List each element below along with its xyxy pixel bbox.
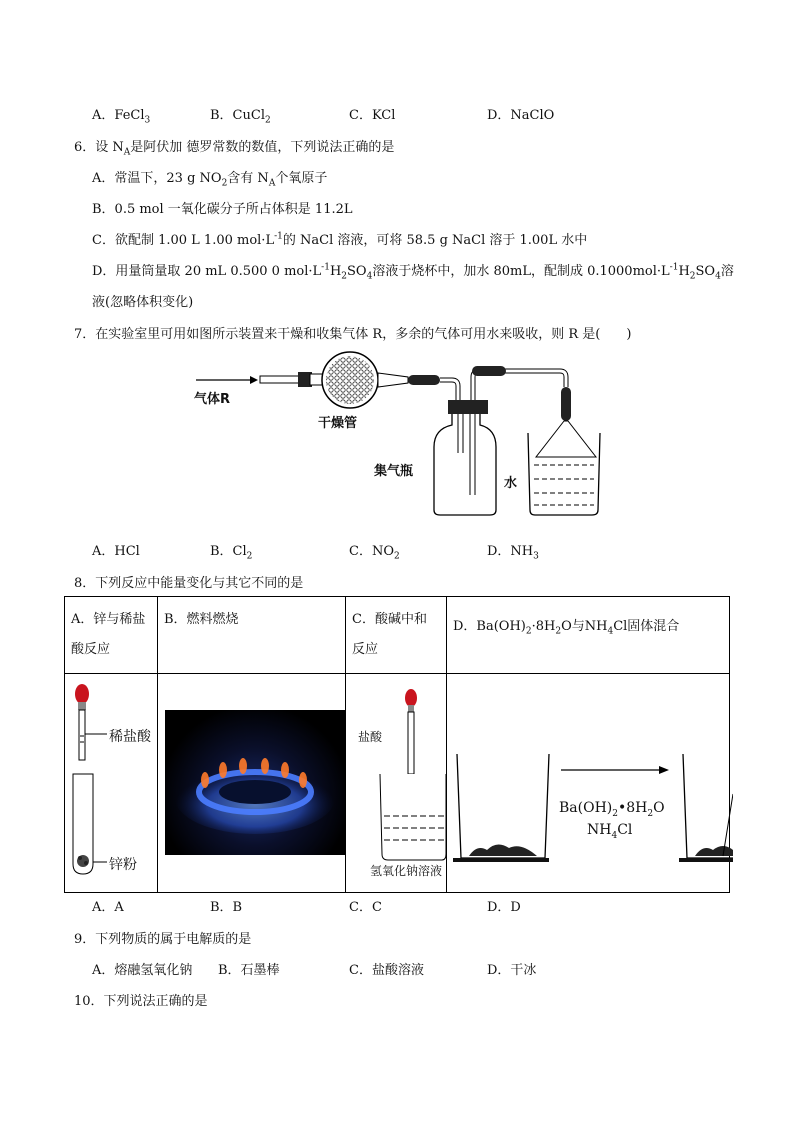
q5-options [92, 104, 732, 124]
q9-option-b: B．石墨棒 [218, 963, 280, 978]
q10-stem: 10．下列说法正确的是 [74, 994, 208, 1009]
q8-option-a: A．A [92, 900, 124, 915]
q8-header-c: C．酸碱中和反应 [346, 597, 447, 674]
q7-label-dryer: 干燥管 [318, 416, 358, 431]
q7-label-water: 水 [504, 476, 518, 491]
q6-option-d-line2: 液(忽略体积变化) [92, 295, 194, 310]
q5-option-b: B．CuCl$_2$ [210, 108, 271, 126]
q8-header-d: D．$Ba(OH)_2\cdot 8H_2O$与$NH_4Cl$固体混合 [447, 597, 730, 674]
q8-d-label-baoh2: $Ba(OH)_2•8H_2O$ [559, 800, 665, 819]
q6-option-a: A．常温下，23 g $NO_2$含有 $N_A$个氧原子 [92, 171, 328, 189]
q8-figure-b [158, 674, 346, 893]
q8-header-b: B．燃料燃烧 [158, 597, 346, 674]
q6-option-c: C．欲配制 1.00 L 1.00 $mol\cdot L^{-1}$的 NaCl 溶液，可将 58.5 g NaCl 溶于 1.00L 水中 [92, 231, 588, 248]
q8-header-a: A．锌与稀盐酸反应 [65, 597, 158, 674]
q6-option-b: B．0.5 mol 一氧化碳分子所占体积是 11.2L [92, 202, 353, 217]
q8-stem: 8．下列反应中能量变化与其它不同的是 [74, 576, 304, 591]
q7-label-bottle: 集气瓶 [374, 464, 414, 479]
q5-option-a: A．FeCl$_3$ [92, 108, 151, 126]
q7-option-d: D．$NH_3$ [487, 544, 539, 562]
q6-stem: 6．设 $N_A$是阿伏加 德罗常数的数值，下列说法正确的是 [74, 140, 395, 158]
q7-apparatus-figure [190, 345, 610, 525]
q5-option-c: C．KCl [349, 108, 396, 123]
q8-figure-d [447, 674, 730, 893]
q8-a-label-zinc: 锌粉 [109, 857, 137, 873]
q5-option-d: D．NaClO [487, 108, 555, 123]
q8-option-b: B．B [210, 900, 243, 915]
q8-c-label-acid: 盐酸 [358, 730, 383, 744]
q8-c-label-base: 氢氧化钠溶液 [370, 864, 443, 878]
q8-a-label-acid: 稀盐酸 [109, 729, 151, 745]
q7-option-c: C．$NO_2$ [349, 544, 400, 562]
q8-options [92, 896, 732, 916]
q6-option-d: D．用量筒量取 20 mL 0.500 0 $mol\cdot L^{-1}H_2SO_4$溶液于烧杯中，加水 80mL，配制成 $0.1000mol\cdot L^{-1}H_2SO_4$溶 [92, 262, 734, 282]
q8-d-label-nh4cl: $NH_4Cl$ [587, 822, 633, 841]
q9-option-d: D．干冰 [487, 963, 537, 978]
q9-stem: 9．下列物质的属于电解质的是 [74, 932, 252, 947]
q8-figure-a [65, 674, 158, 893]
q8-table [64, 596, 730, 893]
q7-options [92, 540, 732, 560]
q9-option-c: C．盐酸溶液 [349, 963, 424, 978]
q9-options [92, 959, 732, 979]
q8-option-c: C．C [349, 900, 382, 915]
q7-option-b: B．$Cl_2$ [210, 544, 253, 562]
q7-label-gas: 气体R [194, 392, 231, 407]
q9-option-a: A．熔融氢氧化钠 [92, 963, 193, 978]
q8-option-d: D．D [487, 900, 521, 915]
q7-option-a: A．HCl [92, 544, 140, 559]
q8-figure-c [346, 674, 447, 893]
gas-flame-image [165, 710, 345, 855]
q7-stem: 7．在实验室里可用如图所示装置来干燥和收集气体 R，多余的气体可用水来吸收，则 R 是( ) [74, 327, 632, 342]
